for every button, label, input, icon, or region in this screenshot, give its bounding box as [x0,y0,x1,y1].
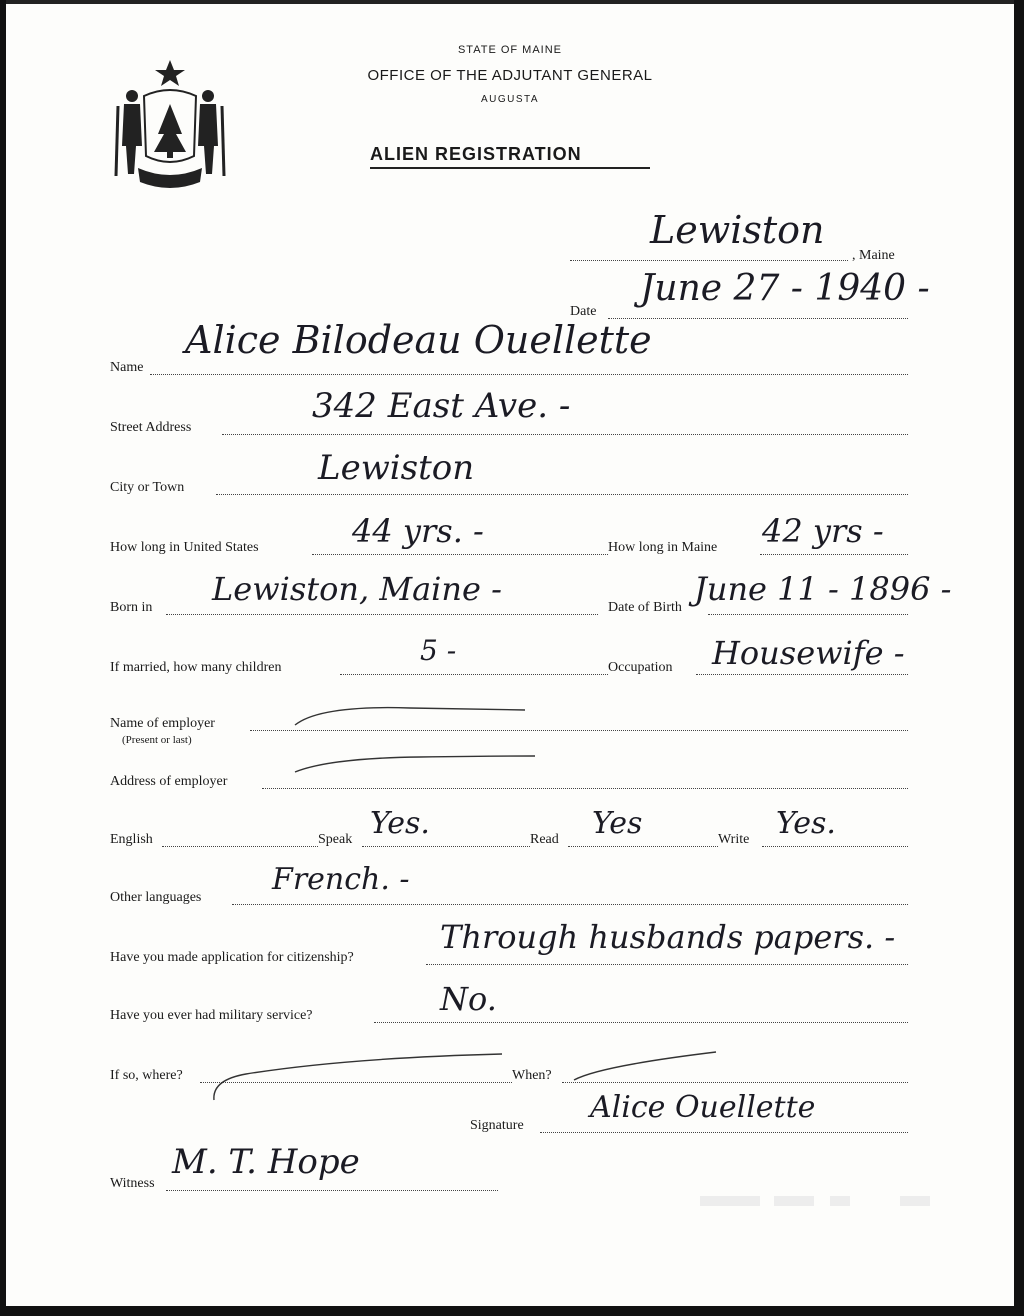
date-value: June 27 - 1940 - [640,268,930,309]
employer-address-label: Address of employer [110,774,228,789]
write-line [762,846,908,847]
street-line [222,434,908,435]
speak-label: Speak [318,832,353,847]
where-dash-mark [206,1050,506,1106]
date-line [608,318,908,319]
witness-label: Witness [110,1176,155,1191]
other-languages-line [232,904,908,905]
signature-value: Alice Ouellette [590,1090,816,1125]
employer-label: Name of employer [110,716,215,731]
office-heading: OFFICE OF THE ADJUTANT GENERAL [367,67,653,84]
write-label: Write [718,832,750,847]
employer-address-dash-mark [290,752,540,778]
english-line [162,846,318,847]
city-heading: AUGUSTA [480,94,540,105]
street-label: Street Address [110,420,192,435]
speak-line [362,846,530,847]
employer-line [250,730,908,731]
maine-duration-value: 42 yrs - [762,512,884,550]
citizenship-label: Have you made application for citizenship? [110,950,354,965]
dob-label: Date of Birth [608,600,682,615]
dob-line [708,614,908,615]
name-label: Name [110,360,144,375]
military-value: No. [440,980,497,1018]
name-line [150,374,908,375]
town-line [570,260,848,261]
when-dash-mark [570,1048,720,1084]
citizenship-value: Through husbands papers. - [440,918,896,956]
employer-sublabel: (Present or last) [122,734,192,746]
city-line [216,494,908,495]
witness-value: M. T. Hope [172,1142,360,1182]
name-value: Alice Bilodeau Ouellette [185,318,652,362]
born-line [166,614,598,615]
military-line [374,1022,908,1023]
employer-address-line [262,788,908,789]
children-value: 5 - [420,634,457,667]
occupation-line [696,674,908,675]
form-title: ALIEN REGISTRATION [370,144,650,169]
city-value: Lewiston [318,448,475,488]
street-value: 342 East Ave. - [312,386,571,426]
scan-edge-right [1014,0,1024,1316]
scan-edge-top [0,0,1024,4]
born-value: Lewiston, Maine - [212,570,502,608]
city-label: City or Town [110,480,185,495]
scan-edge-bottom [0,1306,1024,1316]
faint-stamp-mark [700,1192,950,1212]
read-label: Read [530,832,559,847]
maine-suffix-label: , Maine [852,248,895,263]
children-line [340,674,608,675]
employer-dash-mark [290,700,530,730]
date-label: Date [570,304,597,319]
signature-line [540,1132,908,1133]
read-value: Yes [592,806,643,841]
maine-duration-line [760,554,908,555]
other-languages-value: French. - [272,862,410,897]
read-line [568,846,718,847]
speak-value: Yes. [370,806,430,841]
us-duration-value: 44 yrs. - [352,512,484,550]
witness-line [166,1190,498,1191]
other-languages-label: Other languages [110,890,202,905]
military-label: Have you ever had military service? [110,1008,313,1023]
state-heading: STATE OF MAINE [457,44,563,56]
maine-duration-label: How long in Maine [608,540,718,555]
write-value: Yes. [776,806,836,841]
where-label: If so, where? [110,1068,183,1083]
scan-edge-left [0,0,6,1316]
signature-label: Signature [470,1118,524,1133]
citizenship-line [426,964,908,965]
occupation-label: Occupation [608,660,673,675]
when-label: When? [512,1068,552,1083]
occupation-value: Housewife - [712,634,905,672]
state-seal-icon [108,56,232,188]
us-duration-line [312,554,608,555]
town-value: Lewiston [650,208,825,252]
born-label: Born in [110,600,153,615]
us-duration-label: How long in United States [110,540,259,555]
dob-value: June 11 - 1896 - [694,570,952,608]
children-label: If married, how many children [110,660,282,675]
english-label: English [110,832,153,847]
